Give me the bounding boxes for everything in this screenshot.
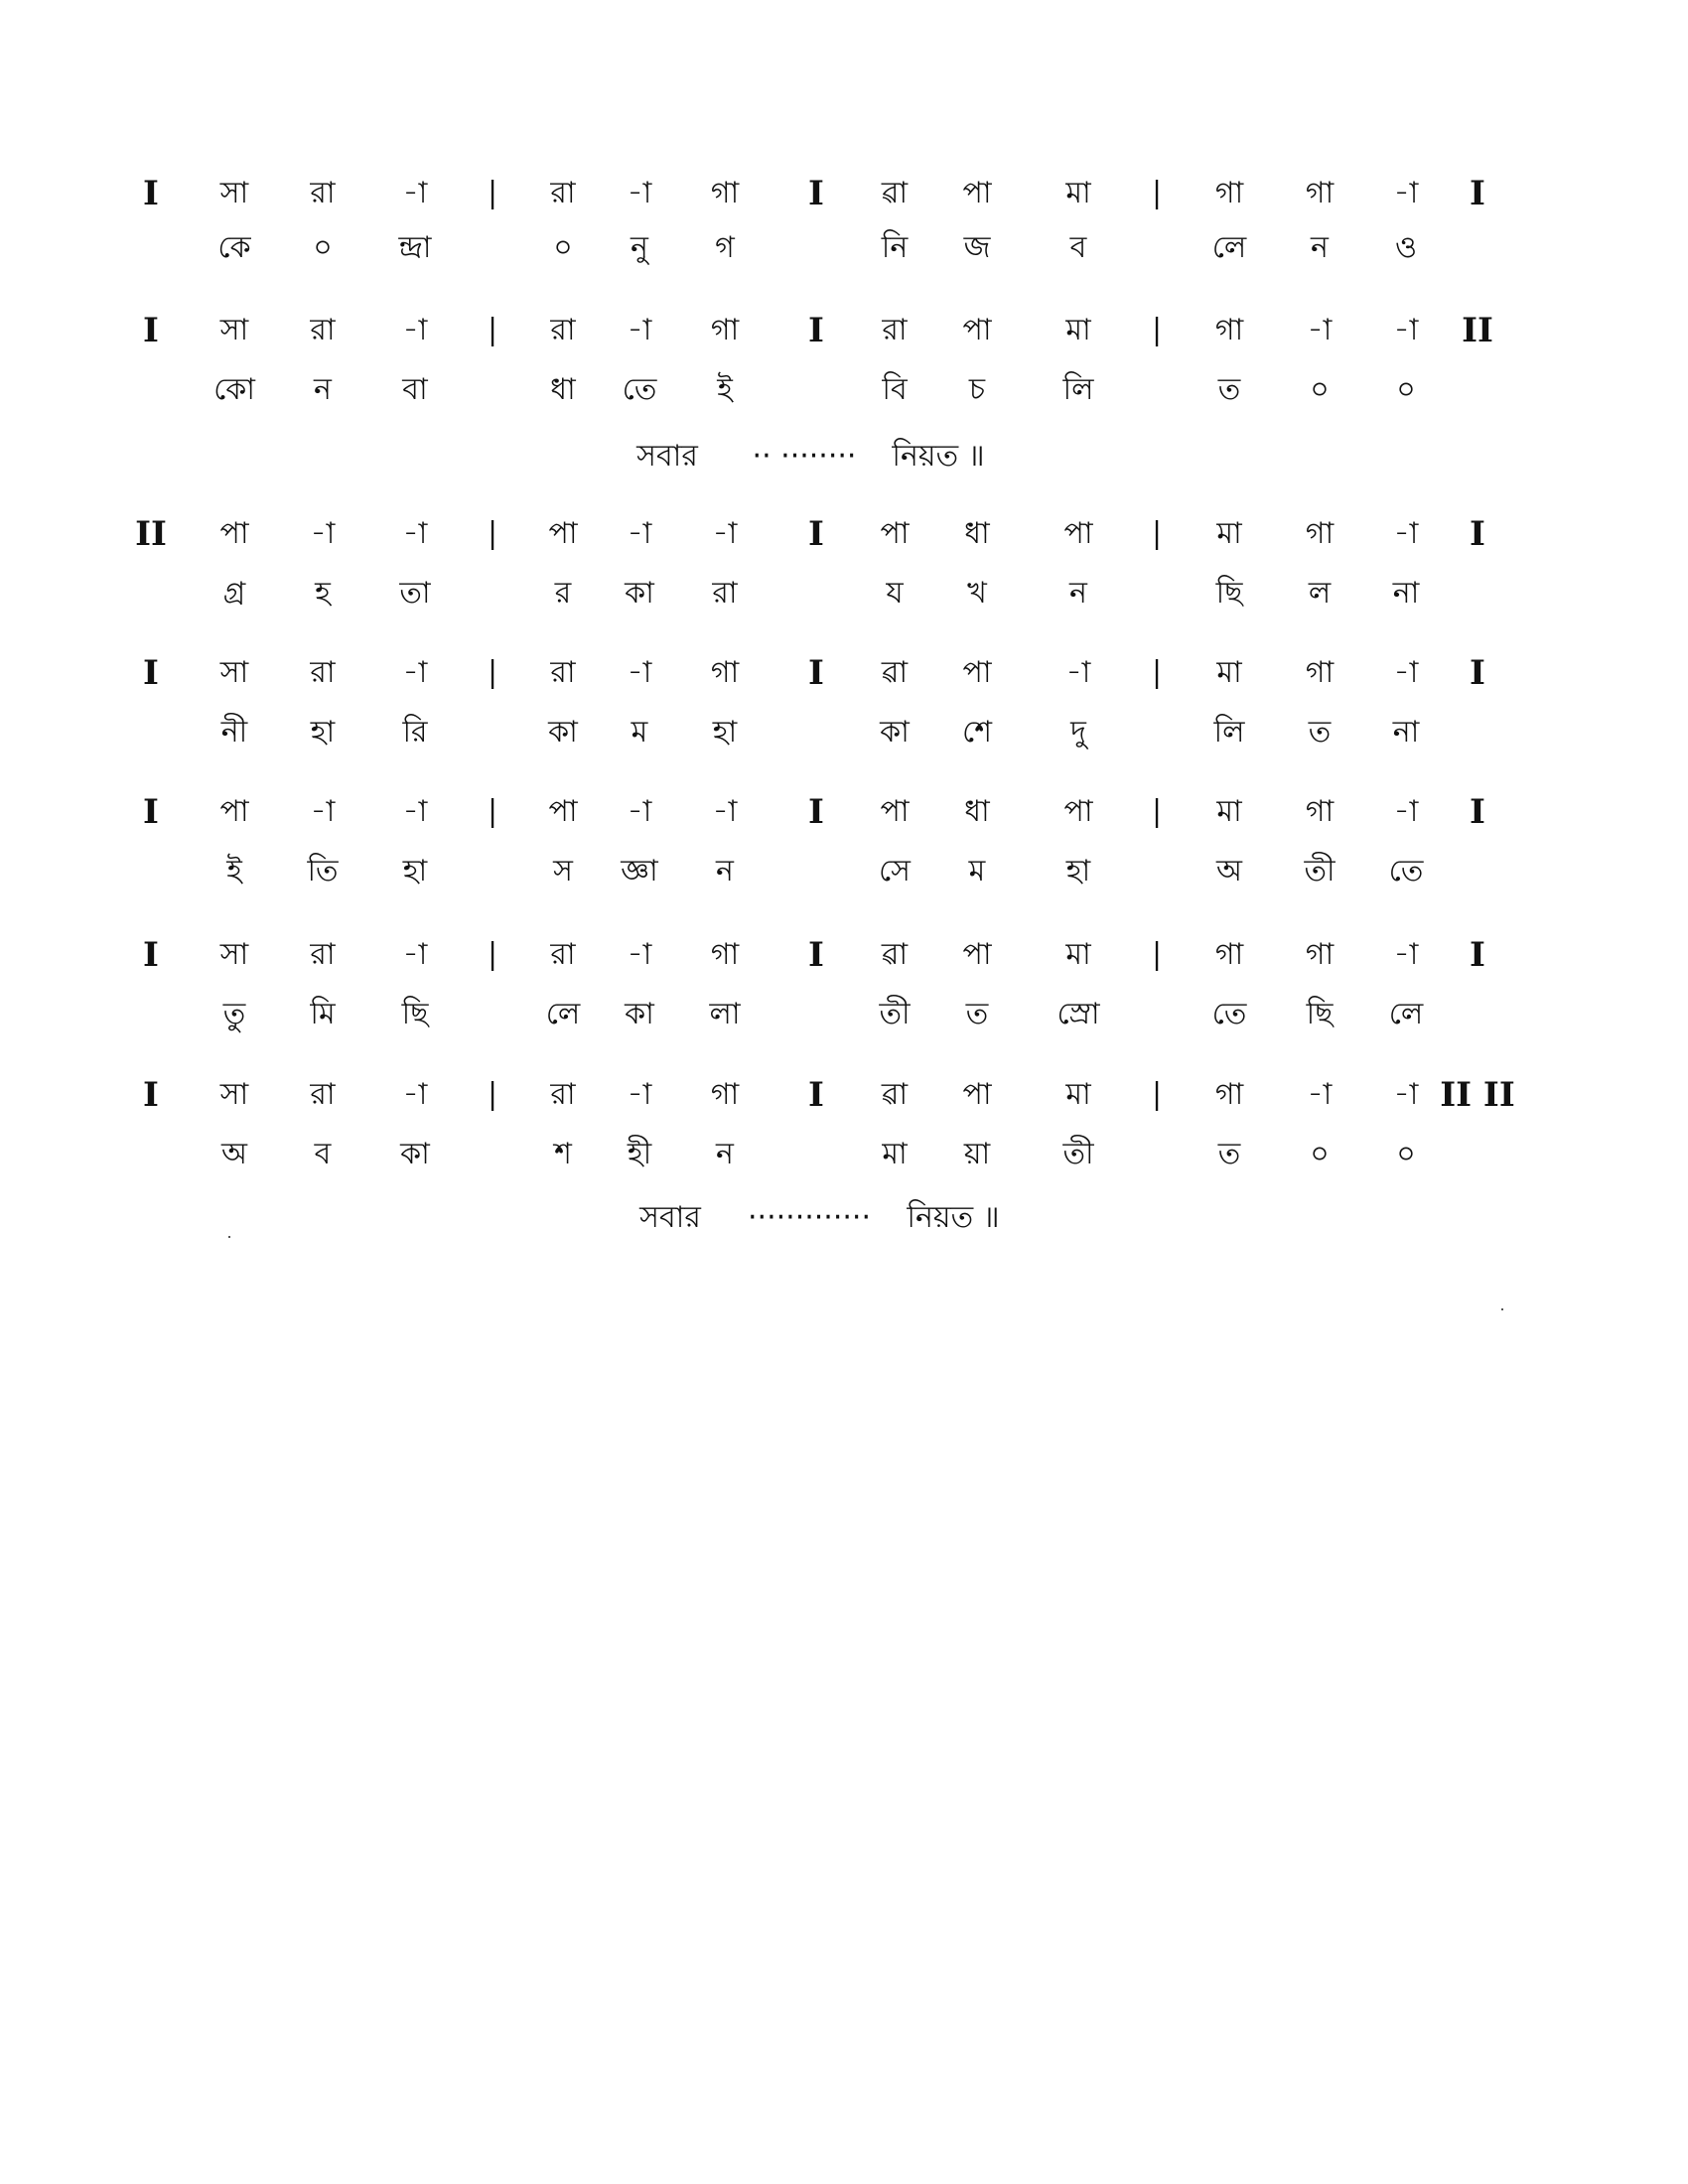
lyric-syllable: স <box>553 854 573 888</box>
note-syllable: পা <box>880 516 910 551</box>
refrain-end-word: নিয়ত ॥ <box>892 439 985 474</box>
lyric-syllable: অ <box>1216 854 1242 888</box>
bar-line: I <box>808 514 824 554</box>
bar-line: | <box>487 655 498 690</box>
note-syllable: -া <box>1393 516 1419 551</box>
lyric-syllable: কা <box>625 997 654 1031</box>
bar-line: | <box>1151 794 1163 829</box>
lyric-syllable: কো <box>213 372 255 407</box>
lyric-syllable: তী <box>1304 854 1336 888</box>
bar-line: I <box>143 792 159 832</box>
bar-line: | <box>1151 313 1163 347</box>
note-syllable: -া <box>310 516 336 551</box>
bar-line: I <box>1470 935 1485 975</box>
lyric-syllable: লে <box>1211 230 1247 265</box>
lyric-syllable: ০ <box>553 230 573 265</box>
print-speck <box>228 1236 230 1238</box>
bar-line: I <box>808 792 824 832</box>
bar-line: I <box>808 174 824 213</box>
note-syllable: -া <box>1307 1077 1333 1112</box>
print-speck <box>1501 1308 1503 1310</box>
bar-line: I <box>1470 792 1485 832</box>
lyric-syllable: জ্ঞা <box>621 854 658 888</box>
note-syllable: -া <box>402 794 428 829</box>
note-syllable: -া <box>1065 655 1091 690</box>
note-syllable: -া <box>712 516 738 551</box>
note-syllable: পা <box>962 313 992 347</box>
note-syllable: -া <box>1393 655 1419 690</box>
lyric-syllable: খ <box>967 576 987 611</box>
note-syllable: গা <box>710 937 740 972</box>
lyric-syllable: ন <box>716 1137 734 1171</box>
lyric-syllable: ত <box>1308 715 1332 750</box>
lyric-syllable: ল <box>1308 576 1332 611</box>
lyric-syllable: হী <box>627 1137 652 1171</box>
note-syllable: -া <box>627 516 652 551</box>
lyric-syllable: কা <box>880 715 910 750</box>
bar-line: I <box>808 1075 824 1115</box>
note-syllable: ৱা <box>881 937 909 972</box>
bar-line: | <box>1151 176 1163 210</box>
lyric-syllable: লে <box>1388 997 1424 1031</box>
note-syllable: গা <box>1305 516 1335 551</box>
note-syllable: -া <box>402 655 428 690</box>
note-syllable: -া <box>1393 794 1419 829</box>
note-syllable: মা <box>1216 794 1242 829</box>
note-syllable: -া <box>627 794 652 829</box>
lyric-syllable: না <box>1392 715 1420 750</box>
note-syllable: রা <box>550 313 576 347</box>
lyric-syllable: তী <box>879 997 911 1031</box>
note-syllable: মা <box>1065 176 1091 210</box>
lyric-syllable: ত <box>1217 372 1241 407</box>
note-syllable: গা <box>1305 794 1335 829</box>
note-syllable: -া <box>1307 313 1333 347</box>
lyric-syllable: মা <box>882 1137 908 1171</box>
bar-line: I <box>1470 653 1485 693</box>
note-syllable: -া <box>402 937 428 972</box>
lyric-syllable: ০ <box>1310 1137 1330 1171</box>
note-syllable: ৱা <box>881 1077 909 1112</box>
note-syllable: গা <box>1214 313 1244 347</box>
lyric-syllable: স্রো <box>1056 997 1100 1031</box>
note-syllable: -া <box>1393 176 1419 210</box>
lyric-syllable: ন্দ্রা <box>398 230 432 265</box>
bar-line: I <box>808 935 824 975</box>
lyric-syllable: গ্র <box>222 576 246 611</box>
lyric-syllable: ০ <box>1396 1137 1416 1171</box>
lyric-syllable: তি <box>307 854 339 888</box>
lyric-syllable: হা <box>1065 854 1091 888</box>
bar-line: I <box>143 311 159 350</box>
note-syllable: গা <box>1305 176 1335 210</box>
lyric-syllable: ই <box>226 854 242 888</box>
lyric-syllable: না <box>1392 576 1420 611</box>
note-syllable: -া <box>310 794 336 829</box>
lyric-syllable: হা <box>712 715 738 750</box>
lyric-syllable: চ <box>968 372 986 407</box>
lyric-syllable: শে <box>962 715 992 750</box>
note-syllable: রা <box>310 937 336 972</box>
lyric-syllable: য <box>886 576 904 611</box>
lyric-syllable: গ <box>715 230 735 265</box>
note-syllable: ৱা <box>881 655 909 690</box>
note-syllable: -া <box>402 176 428 210</box>
note-syllable: গা <box>1214 937 1244 972</box>
note-syllable: গা <box>1305 655 1335 690</box>
note-syllable: -া <box>627 313 652 347</box>
note-syllable: রা <box>550 937 576 972</box>
note-syllable: মা <box>1065 937 1091 972</box>
note-syllable: -া <box>1393 937 1419 972</box>
note-syllable: মা <box>1065 313 1091 347</box>
note-syllable: -া <box>627 655 652 690</box>
note-syllable: রা <box>550 655 576 690</box>
note-syllable: -া <box>402 313 428 347</box>
lyric-syllable: নি <box>881 230 909 265</box>
note-syllable: -া <box>627 176 652 210</box>
bar-line: I <box>1470 174 1485 213</box>
note-syllable: পা <box>548 794 578 829</box>
bar-line: I <box>808 653 824 693</box>
note-syllable: পা <box>880 794 910 829</box>
note-syllable: রা <box>882 313 908 347</box>
lyric-syllable: ত <box>1217 1137 1241 1171</box>
lyric-syllable: দু <box>1070 715 1086 750</box>
lyric-syllable: শ <box>554 1137 572 1171</box>
bar-line: | <box>487 313 498 347</box>
lyric-syllable: ছি <box>1306 997 1334 1031</box>
lyric-syllable: ০ <box>1310 372 1330 407</box>
note-syllable: -া <box>627 937 652 972</box>
bar-line: | <box>1151 516 1163 551</box>
note-syllable: পা <box>962 655 992 690</box>
lyric-syllable: বি <box>882 372 908 407</box>
lyric-syllable: ০ <box>313 230 333 265</box>
note-syllable: ধা <box>964 794 990 829</box>
note-syllable: গা <box>710 313 740 347</box>
lyric-syllable: তু <box>222 997 246 1031</box>
note-syllable: রা <box>550 176 576 210</box>
lyric-syllable: নু <box>631 230 648 265</box>
note-syllable: পা <box>219 516 249 551</box>
lyric-syllable: মি <box>310 997 336 1031</box>
lyric-syllable: ব <box>314 1137 332 1171</box>
note-syllable: রা <box>310 313 336 347</box>
note-syllable: সা <box>219 1077 249 1112</box>
note-syllable: সা <box>219 655 249 690</box>
note-syllable: গা <box>710 655 740 690</box>
note-syllable: পা <box>219 794 249 829</box>
lyric-syllable: ছি <box>401 997 429 1031</box>
note-syllable: পা <box>962 1077 992 1112</box>
lyric-syllable: ন <box>314 372 332 407</box>
bar-line: | <box>487 516 498 551</box>
note-syllable: -া <box>712 794 738 829</box>
lyric-syllable: বা <box>402 372 428 407</box>
bar-line: | <box>1151 937 1163 972</box>
lyric-syllable: রি <box>402 715 428 750</box>
lyric-syllable: ত <box>965 997 989 1031</box>
lyric-syllable: কা <box>400 1137 430 1171</box>
lyric-syllable: ছি <box>1215 576 1243 611</box>
bar-line: I <box>143 653 159 693</box>
bar-line: | <box>1151 655 1163 690</box>
lyric-syllable: নী <box>220 715 248 750</box>
lyric-syllable: হ <box>315 576 331 611</box>
note-syllable: -া <box>627 1077 652 1112</box>
note-syllable: রা <box>310 1077 336 1112</box>
bar-line: I <box>808 311 824 350</box>
lyric-syllable: লি <box>1213 715 1245 750</box>
note-syllable: মা <box>1216 516 1242 551</box>
lyric-syllable: তে <box>1388 854 1424 888</box>
note-syllable: পা <box>962 176 992 210</box>
note-syllable: -া <box>402 1077 428 1112</box>
lyric-syllable: তে <box>622 372 657 407</box>
lyric-syllable: লি <box>1062 372 1094 407</box>
lyric-syllable: তী <box>1062 1137 1094 1171</box>
note-syllable: -া <box>1393 313 1419 347</box>
note-syllable: রা <box>310 176 336 210</box>
bar-line: | <box>487 1077 498 1112</box>
note-syllable: মা <box>1216 655 1242 690</box>
lyric-syllable: সে <box>879 854 911 888</box>
lyric-syllable: কা <box>625 576 654 611</box>
lyric-syllable: ০ <box>1396 372 1416 407</box>
lyric-syllable: ম <box>968 854 986 888</box>
lyric-syllable: তে <box>1211 997 1247 1031</box>
lyric-syllable: জ <box>963 230 991 265</box>
lyric-syllable: ধা <box>550 372 576 407</box>
note-syllable: সা <box>219 937 249 972</box>
bar-line: | <box>487 794 498 829</box>
bar-line: II II <box>1440 1075 1515 1115</box>
lyric-syllable: র <box>554 576 572 611</box>
bar-line: II <box>135 514 167 554</box>
bar-line: I <box>1470 514 1485 554</box>
note-syllable: পা <box>548 516 578 551</box>
note-syllable: সা <box>219 313 249 347</box>
note-syllable: ৱা <box>881 176 909 210</box>
refrain-start-word: সবার <box>639 1200 701 1235</box>
note-syllable: মা <box>1065 1077 1091 1112</box>
note-syllable: পা <box>1063 794 1093 829</box>
bar-line: | <box>1151 1077 1163 1112</box>
note-syllable: রা <box>310 655 336 690</box>
lyric-syllable: ই <box>717 372 733 407</box>
refrain-start-word: সবার <box>636 439 698 474</box>
note-syllable: সা <box>219 176 249 210</box>
lyric-syllable: ন <box>1311 230 1329 265</box>
lyric-syllable: হা <box>402 854 428 888</box>
lyric-syllable: ন <box>716 854 734 888</box>
note-syllable: গা <box>710 176 740 210</box>
lyric-syllable: কা <box>548 715 578 750</box>
note-syllable: -া <box>1393 1077 1419 1112</box>
bar-line: II <box>1462 311 1493 350</box>
lyric-syllable: তা <box>399 576 431 611</box>
bar-line: I <box>143 174 159 213</box>
note-syllable: -া <box>402 516 428 551</box>
note-syllable: গা <box>1305 937 1335 972</box>
lyric-syllable: লা <box>709 997 741 1031</box>
lyric-syllable: ও <box>1394 230 1418 265</box>
bar-line: | <box>487 937 498 972</box>
lyric-syllable: ম <box>631 715 648 750</box>
refrain-dots: ·· ········ <box>752 439 857 474</box>
bar-line: I <box>143 935 159 975</box>
note-syllable: পা <box>1063 516 1093 551</box>
lyric-syllable: হা <box>310 715 336 750</box>
refrain-end-word: নিয়ত ॥ <box>907 1200 1000 1235</box>
note-syllable: গা <box>1214 176 1244 210</box>
lyric-syllable: রা <box>712 576 738 611</box>
lyric-syllable: লে <box>545 997 581 1031</box>
note-syllable: গা <box>1214 1077 1244 1112</box>
note-syllable: ধা <box>964 516 990 551</box>
bar-line: I <box>143 1075 159 1115</box>
lyric-syllable: ব <box>1069 230 1087 265</box>
refrain-dots: ············· <box>748 1200 871 1235</box>
lyric-syllable: ন <box>1069 576 1087 611</box>
note-syllable: রা <box>550 1077 576 1112</box>
lyric-syllable: য়া <box>963 1137 991 1171</box>
note-syllable: পা <box>962 937 992 972</box>
lyric-syllable: কে <box>217 230 251 265</box>
lyric-syllable: অ <box>221 1137 247 1171</box>
bar-line: | <box>487 176 498 210</box>
note-syllable: গা <box>710 1077 740 1112</box>
